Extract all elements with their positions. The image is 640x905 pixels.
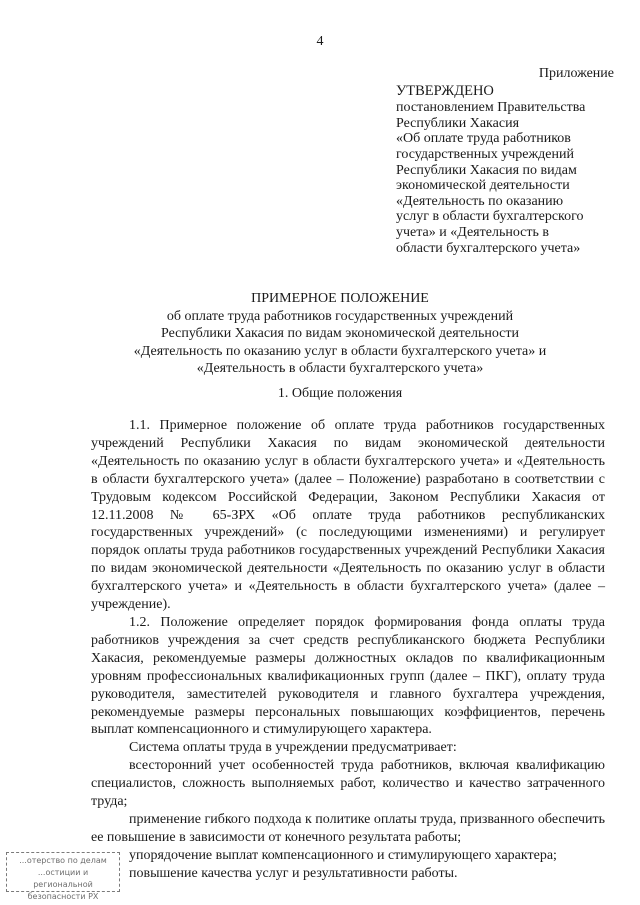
approval-line: области бухгалтерского учета» [396, 240, 581, 256]
list-item: упорядочение выплат компенсационного и стимулирующего характера; [129, 847, 557, 863]
approval-line: услуг в области бухгалтерского [396, 209, 584, 225]
approval-line: государственных учреждений [396, 146, 574, 162]
document-body [91, 417, 605, 883]
list-item: всесторонний учет особенностей труда работников, включая квалификацию специалистов, сложность выполняемых работ, количество и качество затраченного труда; [91, 758, 605, 810]
title-heading: ПРИМЕРНОЕ ПОЛОЖЕНИЕ [251, 291, 429, 306]
approval-line: постановлением Правительства [396, 100, 586, 116]
paragraph: 1.1. Примерное положение об оплате труда работников государственных учреждений Республики Хакасия по видам экономической деятельности «Деятельность по оказанию услуг в области бухгалтерского учета» и «Деятельность в области бухгалтерского учета» (далее – Положение) разработано в соответствии с Трудовым кодексом Российской Федерации, Законом Республики Хакасия от 12.11.2008 № 65-ЗРХ «Об оплате труда работников республиканских государственных учреждений» (с последующими изменениями) и регулирует порядок оплаты труда работников государственных учреждений Республики Хакасия по видам экономической деятельности «Деятельность по оказанию услуг в области бухгалтерского учета» и «Деятельность в области бухгалтерского учета» (далее – учреждение). [91, 418, 605, 613]
title-line: об оплате труда работников государственных учреждений [166, 308, 514, 324]
page-number: 4 [316, 34, 324, 49]
title-line: «Деятельность в области бухгалтерского учета» [196, 361, 484, 376]
paragraph: Система оплаты труда в учреждении предусматривает: [129, 740, 457, 756]
appendix-label: Приложение [538, 66, 614, 81]
approval-line: учета» и «Деятельность в [396, 224, 549, 240]
paragraph: 1.2. Положение определяет порядок формирования фонда оплаты труда работников учреждения за счет средств республиканского бюджета Республики Хакасия, рекомендуемые размеры должностных окладов по квалификационным уровням профессиональных квалификационных групп (далее – ПКГ), оплату труда руководителя, заместителей руководителя и главного бухгалтера учреждения, рекомендуемые размеры персональных повышающих коэффициентов, перечень выплат компенсационного и стимулирующего характера. [91, 614, 605, 738]
approval-line: «Об оплате труда работников [396, 131, 571, 147]
title-line: Республики Хакасия по видам экономической деятельности [160, 326, 520, 341]
approval-block [396, 66, 620, 256]
stamp-line: ...отерство по делам [19, 856, 107, 865]
list-item: применение гибкого подхода к политике оплаты труда, призванного обеспечить ее повышение в зависимости от конечного результата работы; [91, 811, 605, 845]
stamp-line: ...остиции и региональной [33, 868, 93, 889]
stamp-line: безопасности РХ [27, 892, 99, 901]
approval-line: «Деятельность по оказанию [396, 193, 564, 209]
list-item: повышение качества услуг и результативности работы. [129, 865, 458, 881]
section-heading: 1. Общие положения [277, 386, 403, 401]
document-title [60, 290, 620, 378]
approval-line: Республики Хакасия по видам [396, 162, 577, 178]
title-line: «Деятельность по оказанию услуг в области бухгалтерского учета» и [133, 343, 547, 359]
approval-line: экономической деятельности [396, 178, 570, 194]
approved-label: УТВЕРЖДЕНО [396, 82, 494, 99]
registration-stamp [6, 852, 120, 901]
approval-line: Республики Хакасия [396, 115, 520, 131]
